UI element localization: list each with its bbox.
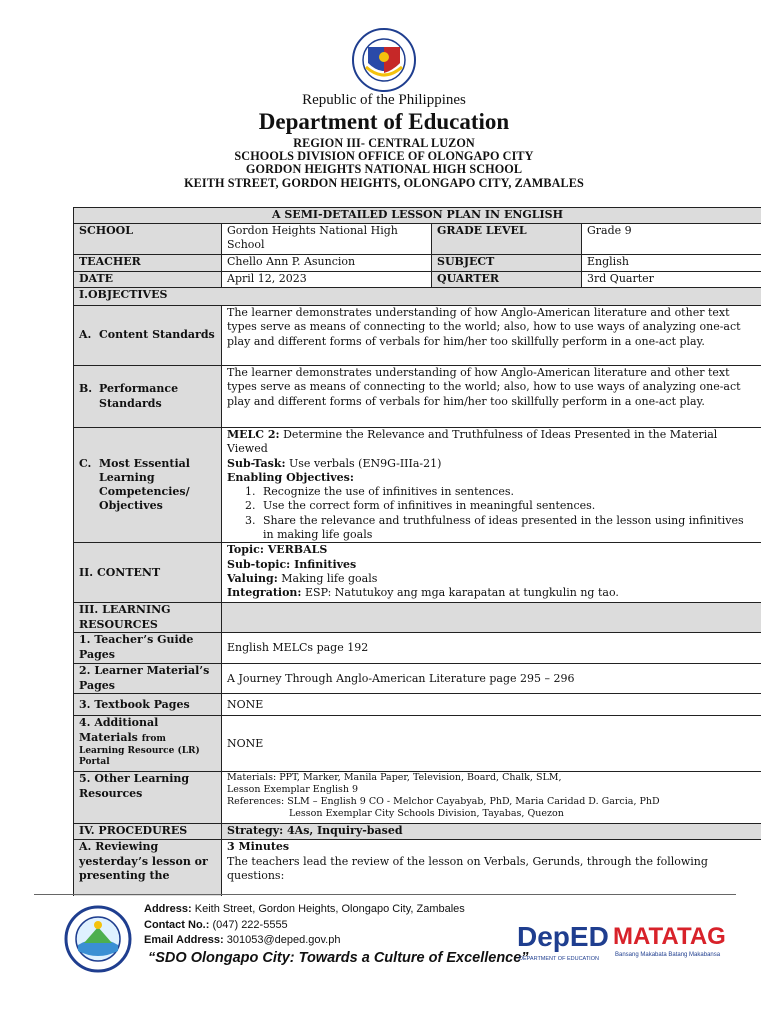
melc-letter: C.: [79, 456, 92, 470]
footer-motto: “SDO Olongapo City: Towards a Culture of Excellence”: [148, 950, 529, 966]
list-item: 1. Recognize the use of infinitives in sentences.: [259, 485, 756, 499]
teachers-guide-value: English MELCs page 192: [222, 633, 762, 664]
melc-cell: [222, 428, 762, 543]
date-label: DATE: [74, 272, 222, 288]
footer-email: [144, 934, 340, 946]
textbook-value: NONE: [222, 694, 762, 716]
footer-email-value: 301053@deped.gov.ph: [226, 934, 341, 946]
quarter-value: 3rd Quarter: [582, 272, 762, 288]
performance-standards-letter: B.: [79, 382, 93, 396]
procedures-heading: IV. PROCEDURES: [74, 824, 222, 840]
list-item: 3. Share the relevance and truthfulness of ideas presented in the lesson using infinitives in making life goals: [259, 514, 756, 543]
matatag-text: MATATAG: [613, 923, 726, 950]
content-label: II. CONTENT: [74, 543, 222, 603]
additional-materials-from: from: [141, 733, 166, 744]
reviewing-label: A. Reviewing yesterday’s lesson or presenting the: [74, 840, 222, 896]
school-value: Gordon Heights National High School: [222, 224, 432, 255]
learning-resources-blank: [222, 603, 762, 633]
learning-resources-heading: III. LEARNING RESOURCES: [74, 603, 222, 633]
melc-label-text: Most Essential Learning Competencies/ Objectives: [99, 456, 190, 513]
deped-logo-sub: DEPARTMENT OF EDUCATION: [519, 956, 599, 962]
school-name-text: GORDON HEIGHTS NATIONAL HIGH SCHOOL: [245, 162, 523, 176]
footer-address-value: Keith Street, Gordon Heights, Olongapo City, Zambales: [194, 903, 465, 915]
content-standards-label-text: Content Standards: [99, 328, 215, 342]
quarter-label: QUARTER: [432, 272, 582, 288]
reviewing-text: The teachers lead the review of the lesson on Verbals, Gerunds, through the following questions:: [227, 854, 708, 882]
objectives-heading: I.OBJECTIVES: [74, 288, 762, 306]
additional-materials-value: NONE: [222, 716, 762, 772]
republic-text: Republic of the Philippines: [302, 92, 466, 108]
footer-email-key: Email Address:: [144, 934, 224, 946]
footer-contact-key: Contact No.:: [144, 919, 210, 931]
additional-materials-portal: Learning Resource (LR) Portal: [79, 745, 200, 767]
content-standards-text: The learner demonstrates understanding of how Anglo-American literature and other text types serve as means of connecting to the world; also, how to use ways of analyzing one-act play and different forms of verbals for him/her too skillfully perform in a one-act play.: [222, 306, 762, 366]
subject-value: English: [582, 255, 762, 272]
valuing-text: Making life goals: [281, 571, 378, 585]
integration-text: ESP: Natutukoy ang mga karapatan at tungkulin ng tao.: [305, 586, 619, 600]
teachers-guide-label: 1. Teacher’s Guide Pages: [74, 633, 222, 664]
footer-address: [144, 903, 465, 915]
other-resources-cell: [222, 772, 762, 824]
grade-level-value: Grade 9: [582, 224, 762, 255]
region-text: REGION III- CENTRAL LUZON: [293, 136, 475, 150]
other-resources-line: Lesson Exemplar City Schools Division, Tayabas, Quezon: [289, 808, 564, 820]
school-label: SCHOOL: [74, 224, 222, 255]
additional-materials-label: [74, 716, 222, 772]
content-standards-label: [74, 306, 222, 366]
deped-seal-logo: [348, 27, 420, 93]
teacher-label: TEACHER: [74, 255, 222, 272]
footer-address-key: Address:: [144, 903, 192, 915]
enabling-objectives-heading: Enabling Objectives:: [227, 470, 354, 484]
other-resources-line: Materials: PPT, Marker, Manila Paper, Television, Board, Chalk, SLM,: [227, 772, 562, 784]
strategy-text: Strategy: 4As, Inquiry-based: [222, 824, 762, 840]
other-resources-line: Lesson Exemplar English 9: [227, 784, 359, 796]
lesson-plan-table-wrap: [73, 207, 761, 896]
other-resources-line: References: SLM – English 9 CO - Melchor Cayabyab, PhD, Maria Caridad D. Garcia, PhD: [227, 796, 660, 808]
footer-divider: [34, 894, 736, 895]
footer-contact-value: (047) 222-5555: [212, 919, 288, 931]
footer-contact: [144, 919, 288, 931]
list-item: 2. Use the correct form of infinitives in meaningful sentences.: [259, 499, 756, 513]
melc-key: MELC 2:: [227, 428, 280, 441]
melc-text: Determine the Relevance and Truthfulness of Ideas Presented in the Material Viewed: [227, 428, 718, 456]
performance-standards-text: The learner demonstrates understanding of how Anglo-American literature and other text types serve as means of connecting to the world; also, how to use ways of analyzing one-act play and different forms of verbals for him/her too skillfully perform in a one-act play.: [222, 366, 762, 428]
school-logo: [64, 905, 132, 973]
content-standards-letter: A.: [79, 328, 92, 342]
subtopic-text: Sub-topic: Infinitives: [227, 557, 357, 571]
content-cell: [222, 543, 762, 603]
textbook-label: 3. Textbook Pages: [74, 694, 222, 716]
performance-standards-label: [74, 366, 222, 428]
division-text: SCHOOLS DIVISION OFFICE OF OLONGAPO CITY: [234, 149, 534, 163]
school-address-text: KEITH STREET, GORDON HEIGHTS, OLONGAPO CITY, ZAMBALES: [184, 176, 584, 190]
matatag-tagline: Bansang Makabata Batang Makabansa: [615, 952, 721, 958]
enabling-objectives-list: [227, 485, 756, 542]
plan-title: A SEMI-DETAILED LESSON PLAN IN ENGLISH: [74, 208, 762, 224]
performance-standards-label-text: Performance Standards: [99, 382, 179, 410]
reviewing-time: 3 Minutes: [227, 840, 290, 854]
melc-label: [74, 428, 222, 543]
learner-material-label: 2. Learner Material’s Pages: [74, 664, 222, 694]
lesson-plan-table: [73, 207, 761, 896]
subtask-key: Sub-Task:: [227, 456, 286, 470]
grade-level-label: GRADE LEVEL: [432, 224, 582, 255]
reviewing-cell: [222, 840, 762, 896]
subtask-text: Use verbals (EN9G-IIIa-21): [289, 456, 442, 470]
topic-text: Topic: VERBALS: [227, 543, 328, 557]
integration-key: Integration:: [227, 586, 302, 600]
learner-material-value: A Journey Through Anglo-American Literature page 295 – 296: [222, 664, 762, 694]
department-title: Department of Education: [258, 109, 510, 134]
teacher-value: Chello Ann P. Asuncion: [222, 255, 432, 272]
other-resources-label: 5. Other Learning Resources: [74, 772, 222, 824]
date-value: April 12, 2023: [222, 272, 432, 288]
subject-label: SUBJECT: [432, 255, 582, 272]
additional-materials-label-text: 4. Additional Materials: [79, 716, 159, 744]
deped-logo-text: DepED: [517, 921, 609, 952]
valuing-key: Valuing:: [227, 571, 278, 585]
deped-matatag-logo: [517, 916, 757, 966]
